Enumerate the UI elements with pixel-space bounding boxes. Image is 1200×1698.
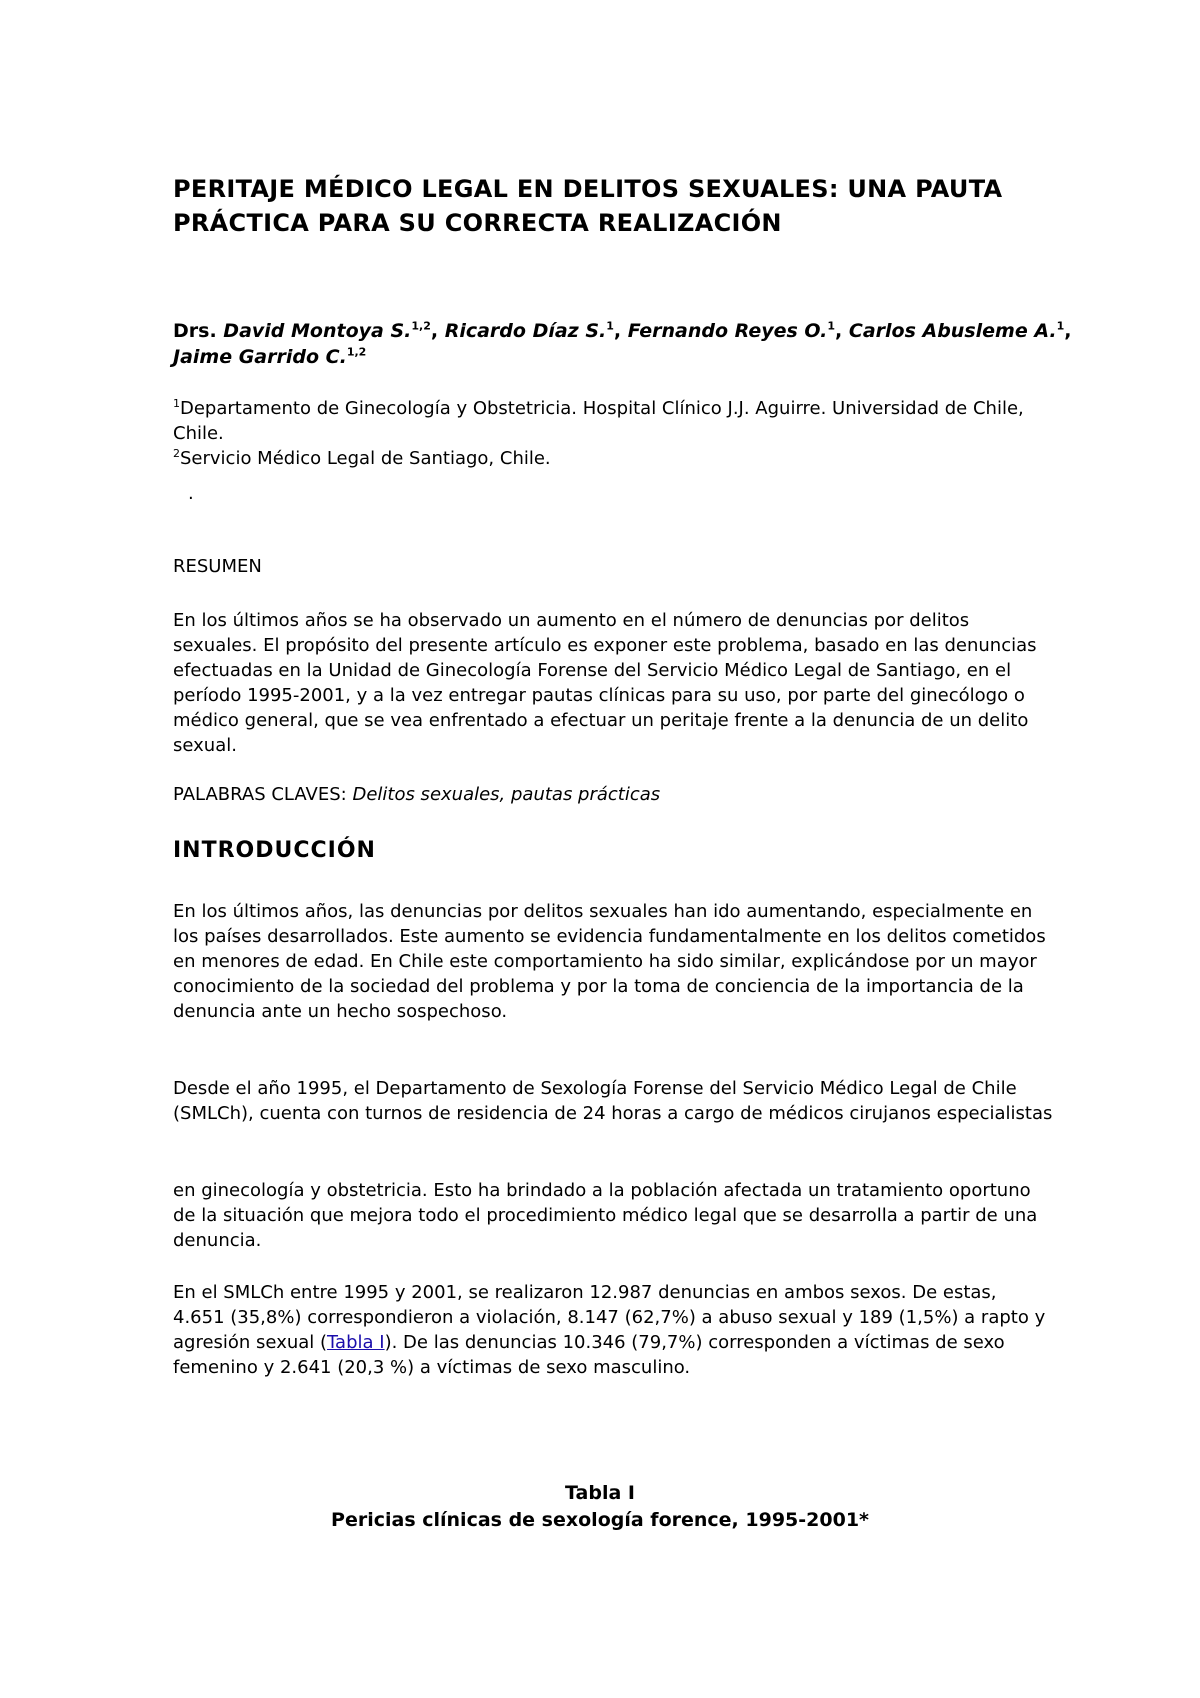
article-title: PERITAJE MÉDICO LEGAL EN DELITOS SEXUALES: UNA PAUTA PRÁCTICA PARA SU CORRECTA REALIZACIÓN — [173, 175, 1003, 237]
table-title: Pericias clínicas de sexología forence, 1995-2001* — [331, 1509, 869, 1531]
affiliation-1 — [173, 396, 1073, 446]
affiliation-text: Servicio Médico Legal de Santiago, Chile. — [180, 448, 551, 469]
author-affiliation-sup: 1 — [827, 319, 836, 333]
resumen-label: RESUMEN — [173, 556, 262, 577]
affiliations — [173, 396, 1073, 471]
author-name: Ricardo Díaz S. — [444, 320, 607, 342]
author-list — [173, 318, 1073, 370]
affiliation-2 — [173, 446, 1073, 471]
affiliation-sup: 1 — [173, 397, 180, 410]
author-separator: , — [430, 320, 445, 342]
table-caption — [0, 1480, 1200, 1534]
keywords-text: Delitos sexuales, pautas prácticas — [352, 784, 661, 805]
tabla-i-link[interactable]: Tabla I — [327, 1332, 385, 1353]
resumen-paragraph: En los últimos años se ha observado un aumento en el número de denuncias por delitos sexuales. El propósito del presente artículo es exponer este problema, basado en las denuncias efectuadas en la Unidad de Ginecología Forense del Servicio Médico Legal de Santiago, en el período 1995-2001, y a la vez entregar pautas clínicas para su uso, por parte del ginecólogo o médico general, que se vea enfrentado a efectuar un peritaje frente a la denuncia de un delito sexual. — [173, 610, 1037, 756]
author-name: Fernando Reyes O. — [627, 320, 828, 342]
affiliation-sup: 2 — [173, 447, 180, 460]
intro-paragraph-4-text-a: En el SMLCh entre 1995 y 2001, se realizaron 12.987 denuncias en ambos sexos. De estas, 4.651 (35,8%) correspondieron a violación, 8.147 (62,7%) a abuso sexual y 189 (1,5%) a rapto y agresión sexual ( — [173, 1282, 1046, 1353]
stray-dot: . — [188, 483, 194, 504]
keywords-label: PALABRAS CLAVES: — [173, 784, 347, 805]
intro-paragraph-2: Desde el año 1995, el Departamento de Sexología Forense del Servicio Médico Legal de Chile (SMLCh), cuenta con turnos de residencia de 24 horas a cargo de médicos cirujanos especialistas — [173, 1078, 1053, 1124]
intro-paragraph-4-text-b: ). De las denuncias 10.346 (79,7%) corresponden a víctimas de sexo femenino y 2.641 (20,3 %) a víctimas de sexo masculino. — [173, 1332, 1005, 1378]
table-label: Tabla I — [565, 1482, 635, 1504]
author-name: Carlos Abusleme A. — [848, 320, 1057, 342]
intro-paragraph-1: En los últimos años, las denuncias por delitos sexuales han ido aumentando, especialmente en los países desarrollados. Este aumento se evidencia fundamentalmente en los delitos cometidos en menores de edad. En Chile este comportamiento ha sido similar, explicándose por un mayor conocimiento de la sociedad del problema y por la toma de conciencia de la importancia de la denuncia ante un hecho sospechoso. — [173, 901, 1046, 1022]
author-affiliation-sup: 1 — [606, 319, 614, 333]
intro-paragraph-4 — [173, 1280, 1053, 1380]
affiliation-text: Departamento de Ginecología y Obstetricia. Hospital Clínico J.J. Aguirre. Universidad de Chile, Chile. — [173, 398, 1024, 444]
author-separator: , — [835, 320, 849, 342]
author-affiliation-sup: 1 — [1056, 319, 1065, 333]
author-separator: , — [1064, 320, 1072, 342]
author-name: Jaime Garrido C. — [173, 346, 347, 368]
keywords-line — [173, 784, 660, 805]
author-separator: , — [613, 320, 628, 342]
author-affiliation-sup: 1,2 — [346, 345, 367, 359]
author-name: David Montoya S. — [223, 320, 412, 342]
author-affiliation-sup: 1,2 — [411, 319, 431, 333]
intro-paragraph-3: en ginecología y obstetricia. Esto ha brindado a la población afectada un tratamiento oportuno de la situación que mejora todo el procedimiento médico legal que se desarrolla a partir de una denuncia. — [173, 1180, 1038, 1251]
authors-prefix: Drs. — [173, 320, 217, 342]
section-heading-introduccion: INTRODUCCIÓN — [173, 838, 376, 863]
